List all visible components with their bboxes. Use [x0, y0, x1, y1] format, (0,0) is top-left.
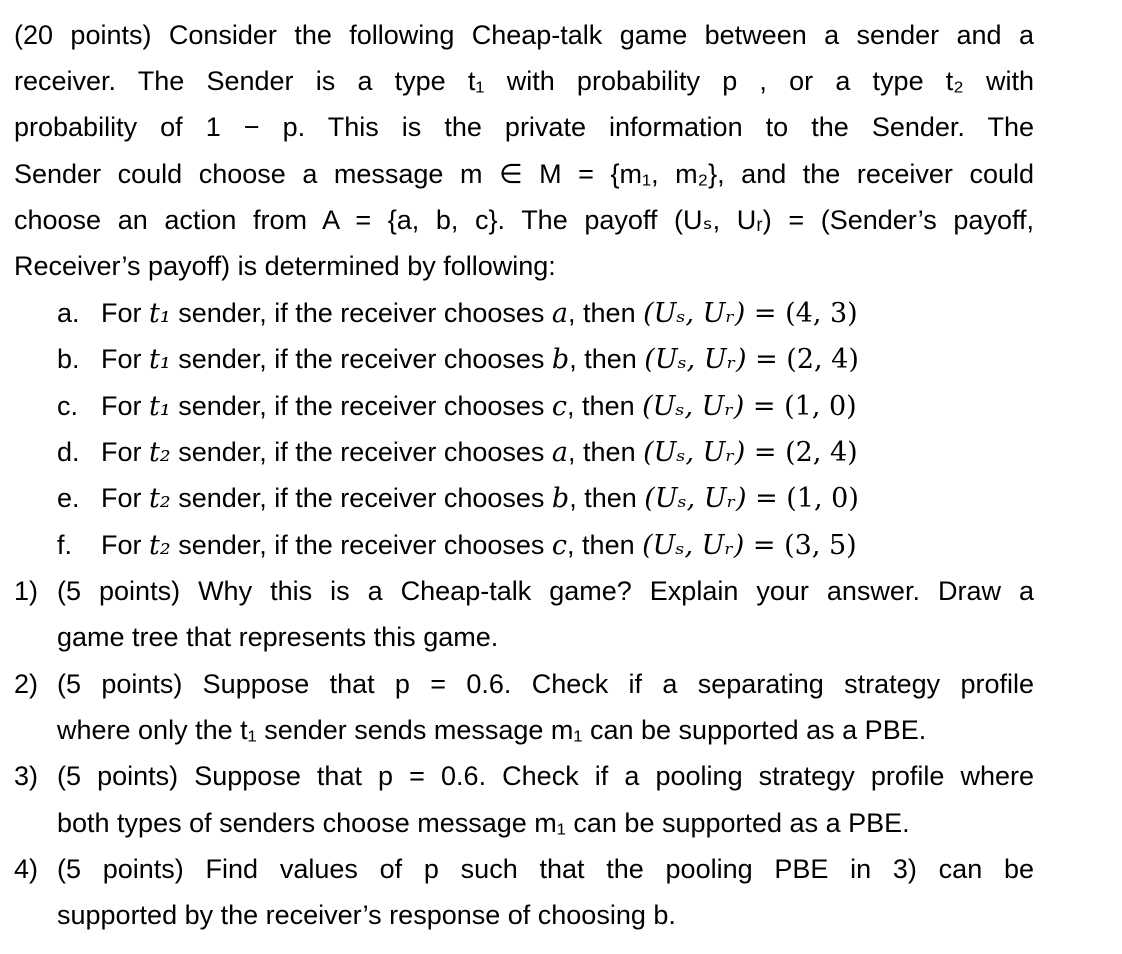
case-action: c [551, 391, 568, 422]
case-text-then: , then [568, 437, 644, 467]
case-action: c [551, 530, 568, 561]
case-action: b [551, 483, 570, 514]
case-text-then: , then [569, 344, 645, 374]
case-payoff-value: (1, 0) [786, 483, 859, 514]
intro-line-6: Receiver’s payoff) is determined by following: [14, 251, 556, 281]
case-text-mid: sender, if the receiver chooses [170, 530, 552, 560]
case-text-pre: For [101, 437, 150, 467]
case-payoff-value: (1, 0) [784, 391, 857, 422]
intro-line-3: probability of 1 − p. This is the private information to the Sender. The [14, 112, 1034, 142]
question-number: 2) [14, 669, 39, 699]
question-item [14, 568, 1034, 614]
case-text-mid: sender, if the receiver chooses [170, 344, 552, 374]
case-sender-type: t₁ [149, 298, 171, 329]
case-sender-type: t₂ [149, 437, 171, 468]
case-sender-type: t₂ [149, 483, 171, 514]
question-item [14, 753, 1034, 799]
intro-line-2: receiver. The Sender is a type t₁ with probability p , or a type t₂ with [14, 66, 1034, 96]
case-payoff-value: (2, 4) [785, 437, 858, 468]
case-text-pre: For [101, 530, 150, 560]
case-label: a. [57, 298, 80, 328]
payoff-case-item [57, 290, 1034, 336]
intro-line-1: (20 points) Consider the following Cheap-talk game between a sender and a [14, 20, 1034, 50]
question-text: (5 points) Find values of p such that the pooling PBE in 3) can be [57, 854, 1034, 884]
question-item [14, 846, 1034, 892]
case-text-pre: For [101, 344, 150, 374]
case-payoff-symbol: (Uₛ, Uᵣ) = [642, 391, 785, 422]
case-text-mid: sender, if the receiver chooses [170, 483, 552, 513]
question-text: (5 points) Suppose that p = 0.6. Check if a separating strategy profile [57, 669, 1034, 699]
case-text-pre: For [101, 298, 150, 328]
case-text-mid: sender, if the receiver chooses [170, 437, 552, 467]
case-text-then: , then [567, 530, 643, 560]
question-number: 1) [14, 576, 39, 606]
question-text: (5 points) Suppose that p = 0.6. Check if a pooling strategy profile where [57, 761, 1034, 791]
payoff-case-item [57, 475, 1034, 521]
case-label: b. [57, 344, 80, 374]
case-payoff-symbol: (Uₛ, Uᵣ) = [644, 344, 787, 375]
case-payoff-value: (4, 3) [785, 298, 858, 329]
case-payoff-symbol: (Uₛ, Uᵣ) = [644, 483, 787, 514]
case-payoff-value: (3, 5) [784, 530, 857, 561]
payoff-case-item [57, 336, 1034, 382]
case-label: f. [57, 530, 73, 560]
case-payoff-value: (2, 4) [786, 344, 859, 375]
case-text-then: , then [569, 483, 645, 513]
case-text-then: , then [567, 391, 643, 421]
intro-line-4: Sender could choose a message m ∈ M = {m₁, m₂}, and the receiver could [14, 159, 1034, 189]
payoff-case-item [57, 522, 1034, 568]
question-item [14, 661, 1034, 707]
case-text-pre: For [101, 391, 150, 421]
case-payoff-symbol: (Uₛ, Uᵣ) = [643, 298, 786, 329]
case-text-mid: sender, if the receiver chooses [170, 298, 552, 328]
case-sender-type: t₁ [149, 391, 171, 422]
case-action: b [551, 344, 570, 375]
question-number: 3) [14, 761, 39, 791]
payoff-case-item [57, 383, 1034, 429]
case-payoff-symbol: (Uₛ, Uᵣ) = [642, 530, 785, 561]
question-text-continued: game tree that represents this game. [57, 622, 499, 652]
case-label: c. [57, 391, 79, 421]
case-payoff-symbol: (Uₛ, Uᵣ) = [643, 437, 786, 468]
question-text-continued: where only the t₁ sender sends message m₁ can be supported as a PBE. [57, 715, 927, 745]
case-sender-type: t₁ [149, 344, 171, 375]
case-text-pre: For [101, 483, 150, 513]
case-text-then: , then [568, 298, 644, 328]
case-text-mid: sender, if the receiver chooses [170, 391, 552, 421]
question-text-continued: supported by the receiver’s response of choosing b. [57, 900, 676, 930]
case-sender-type: t₂ [149, 530, 171, 561]
question-text-continued: both types of senders choose message m₁ can be supported as a PBE. [57, 808, 910, 838]
payoff-case-item [57, 429, 1034, 475]
question-number: 4) [14, 854, 39, 884]
case-label: e. [57, 483, 80, 513]
case-label: d. [57, 437, 80, 467]
question-text: (5 points) Why this is a Cheap-talk game? Explain your answer. Draw a [57, 576, 1034, 606]
case-action: a [551, 298, 569, 329]
case-action: a [551, 437, 569, 468]
intro-line-5: choose an action from A = {a, b, c}. The payoff (Uₛ, Uᵣ) = (Sender’s payoff, [14, 205, 1034, 235]
